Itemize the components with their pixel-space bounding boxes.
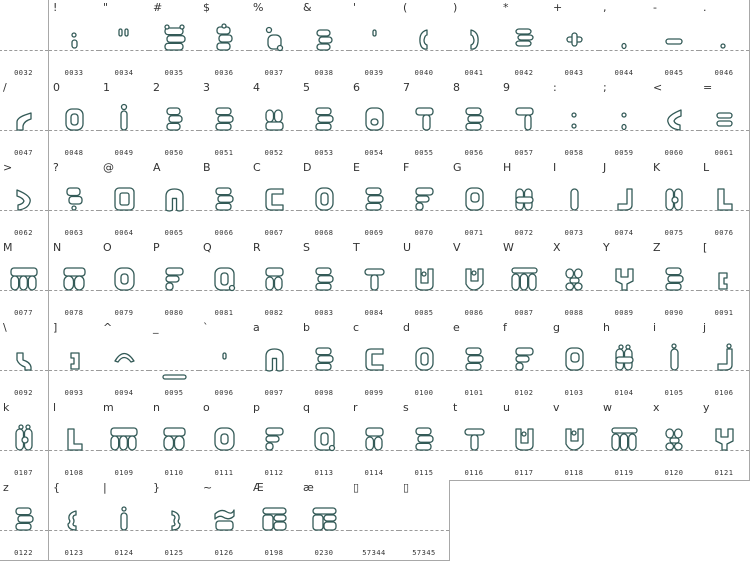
cell-code: 0055 bbox=[414, 149, 434, 157]
cell-code: 0086 bbox=[464, 309, 484, 317]
cell-character: r bbox=[353, 401, 358, 414]
glyph-cell[interactable] bbox=[349, 240, 400, 321]
cell-code: 0045 bbox=[664, 69, 684, 77]
glyph-cell[interactable] bbox=[149, 0, 200, 81]
cell-character: ▯ bbox=[353, 481, 360, 494]
glyph-cell[interactable] bbox=[299, 80, 350, 161]
glyph-cell[interactable] bbox=[699, 80, 750, 161]
glyph-cell[interactable] bbox=[449, 0, 500, 81]
cell-code: 0090 bbox=[664, 309, 684, 317]
cell-character: ) bbox=[453, 1, 458, 14]
glyph-cell[interactable] bbox=[49, 240, 100, 321]
cell-code: 0053 bbox=[314, 149, 334, 157]
cell-code: 0042 bbox=[514, 69, 534, 77]
cell-code: 0093 bbox=[64, 389, 84, 397]
cell-code: 0198 bbox=[264, 549, 284, 557]
glyph-cell[interactable] bbox=[649, 160, 700, 241]
cell-character: } bbox=[153, 481, 160, 494]
cell-character: ` bbox=[203, 321, 209, 334]
glyph-cell[interactable] bbox=[499, 320, 550, 401]
glyph-cell[interactable] bbox=[299, 480, 350, 561]
cell-character: 6 bbox=[353, 81, 360, 94]
cell-character: u bbox=[503, 401, 510, 414]
glyph-cell[interactable] bbox=[149, 480, 200, 561]
cell-code: 0040 bbox=[414, 69, 434, 77]
cell-code: 0120 bbox=[664, 469, 684, 477]
glyph-cell[interactable] bbox=[649, 80, 700, 161]
glyph-cell[interactable] bbox=[199, 400, 250, 481]
cell-code: 0124 bbox=[114, 549, 134, 557]
cell-code: 0105 bbox=[664, 389, 684, 397]
cell-character: p bbox=[253, 401, 260, 414]
glyph-cell[interactable] bbox=[49, 480, 100, 561]
cell-code: 0039 bbox=[364, 69, 384, 77]
cell-character: ] bbox=[53, 321, 58, 334]
glyph-cell[interactable] bbox=[0, 160, 49, 241]
glyph-cell[interactable] bbox=[249, 0, 300, 81]
glyph-cell[interactable] bbox=[0, 80, 49, 161]
cell-character: f bbox=[503, 321, 507, 334]
cell-character: q bbox=[303, 401, 310, 414]
cell-character: d bbox=[403, 321, 410, 334]
cell-code: 0066 bbox=[214, 229, 234, 237]
cell-code: 0059 bbox=[614, 149, 634, 157]
cell-character: ^ bbox=[103, 321, 113, 334]
cell-code: 0114 bbox=[364, 469, 384, 477]
cell-code: 0032 bbox=[14, 69, 33, 77]
cell-character: ; bbox=[603, 81, 607, 94]
cell-character: x bbox=[653, 401, 660, 414]
cell-code: 0051 bbox=[214, 149, 234, 157]
cell-character: M bbox=[3, 241, 13, 254]
glyph-cell[interactable] bbox=[499, 400, 550, 481]
glyph-cell[interactable] bbox=[249, 400, 300, 481]
glyph-cell[interactable] bbox=[99, 80, 150, 161]
cell-character: " bbox=[103, 1, 109, 14]
glyph-cell[interactable] bbox=[599, 240, 650, 321]
glyph-cell[interactable] bbox=[699, 0, 750, 81]
cell-character: 4 bbox=[253, 81, 260, 94]
cell-code: 0099 bbox=[364, 389, 384, 397]
cell-code: 0038 bbox=[314, 69, 334, 77]
glyph-cell[interactable] bbox=[149, 400, 200, 481]
cell-code: 0118 bbox=[564, 469, 584, 477]
glyph-cell[interactable] bbox=[549, 160, 600, 241]
glyph-cell[interactable] bbox=[699, 160, 750, 241]
cell-character: E bbox=[353, 161, 360, 174]
cell-code: 0035 bbox=[164, 69, 184, 77]
glyph-cell[interactable] bbox=[499, 240, 550, 321]
glyph-cell[interactable] bbox=[549, 400, 600, 481]
glyph-cell[interactable] bbox=[199, 480, 250, 561]
glyph-cell[interactable] bbox=[549, 80, 600, 161]
cell-character: { bbox=[53, 481, 60, 494]
glyph-cell[interactable] bbox=[349, 160, 400, 241]
cell-code: 0075 bbox=[664, 229, 684, 237]
glyph-cell[interactable] bbox=[349, 0, 400, 81]
cell-character: ▯ bbox=[403, 481, 410, 494]
cell-character: o bbox=[203, 401, 210, 414]
cell-code: 0078 bbox=[64, 309, 84, 317]
cell-code: 0068 bbox=[314, 229, 334, 237]
cell-character: % bbox=[253, 1, 264, 14]
cell-character: [ bbox=[703, 241, 708, 254]
cell-code: 0091 bbox=[714, 309, 734, 317]
cell-code: 0064 bbox=[114, 229, 134, 237]
glyph-cell[interactable] bbox=[349, 80, 400, 161]
glyph-cell[interactable] bbox=[549, 320, 600, 401]
cell-character: . bbox=[703, 1, 707, 14]
cell-code: 0230 bbox=[314, 549, 334, 557]
cell-code: 0125 bbox=[164, 549, 184, 557]
glyph-cell[interactable] bbox=[399, 80, 450, 161]
cell-code: 0047 bbox=[14, 149, 33, 157]
cell-character: ? bbox=[53, 161, 59, 174]
cell-character: c bbox=[353, 321, 360, 334]
cell-character: $ bbox=[203, 1, 210, 14]
glyph-cell[interactable] bbox=[399, 240, 450, 321]
glyph-cell[interactable] bbox=[549, 0, 600, 81]
cell-code: 0033 bbox=[64, 69, 84, 77]
cell-character: Z bbox=[653, 241, 661, 254]
cell-character: 8 bbox=[453, 81, 460, 94]
cell-character: t bbox=[453, 401, 458, 414]
glyph-cell[interactable] bbox=[499, 160, 550, 241]
cell-code: 0100 bbox=[414, 389, 434, 397]
cell-code: 0088 bbox=[564, 309, 584, 317]
cell-code: 0076 bbox=[714, 229, 734, 237]
glyph-cell[interactable] bbox=[449, 80, 500, 161]
cell-character: D bbox=[303, 161, 312, 174]
glyph-cell[interactable] bbox=[299, 400, 350, 481]
cell-character: Y bbox=[603, 241, 610, 254]
cell-character: 2 bbox=[153, 81, 160, 94]
cell-code: 0043 bbox=[564, 69, 584, 77]
cell-code: 0069 bbox=[364, 229, 384, 237]
cell-code: 0096 bbox=[214, 389, 234, 397]
cell-code: 0089 bbox=[614, 309, 634, 317]
cell-character: l bbox=[53, 401, 57, 414]
cell-character: U bbox=[403, 241, 412, 254]
glyph-cell[interactable] bbox=[449, 320, 500, 401]
cell-code: 0050 bbox=[164, 149, 184, 157]
cell-code: 0072 bbox=[514, 229, 534, 237]
cell-character: 9 bbox=[503, 81, 510, 94]
glyph-cell[interactable] bbox=[99, 480, 150, 561]
cell-code: 0121 bbox=[714, 469, 734, 477]
cell-character: C bbox=[253, 161, 261, 174]
cell-character: y bbox=[703, 401, 710, 414]
cell-character: Q bbox=[203, 241, 212, 254]
glyph-cell[interactable] bbox=[0, 240, 49, 321]
cell-character: R bbox=[253, 241, 261, 254]
cell-character: + bbox=[553, 1, 563, 14]
glyph-cell[interactable] bbox=[49, 0, 100, 81]
glyph-cell[interactable] bbox=[249, 320, 300, 401]
glyph-cell[interactable] bbox=[699, 320, 750, 401]
cell-code: 0092 bbox=[14, 389, 33, 397]
cell-code: 0060 bbox=[664, 149, 684, 157]
cell-code: 0122 bbox=[14, 549, 33, 557]
cell-character: 5 bbox=[303, 81, 310, 94]
glyph-cell[interactable] bbox=[449, 160, 500, 241]
cell-character: w bbox=[603, 401, 612, 414]
cell-code: 0048 bbox=[64, 149, 84, 157]
cell-character: | bbox=[103, 481, 107, 494]
glyph-cell[interactable] bbox=[99, 240, 150, 321]
cell-character: < bbox=[653, 81, 663, 94]
cell-character: h bbox=[603, 321, 610, 334]
glyph-cell[interactable] bbox=[249, 160, 300, 241]
cell-code: 0037 bbox=[264, 69, 284, 77]
glyph-cell[interactable] bbox=[699, 400, 750, 481]
cell-character: K bbox=[653, 161, 661, 174]
cell-code: 0049 bbox=[114, 149, 134, 157]
cell-character: J bbox=[603, 161, 607, 174]
cell-code: 0084 bbox=[364, 309, 384, 317]
cell-character: m bbox=[103, 401, 114, 414]
cell-code: 57344 bbox=[362, 549, 386, 557]
cell-code: 0052 bbox=[264, 149, 284, 157]
glyph-cell[interactable] bbox=[149, 80, 200, 161]
cell-code: 0058 bbox=[564, 149, 584, 157]
cell-character: V bbox=[453, 241, 461, 254]
cell-character: @ bbox=[103, 161, 114, 174]
glyph-cell[interactable] bbox=[199, 320, 250, 401]
cell-character: # bbox=[153, 1, 163, 14]
glyph-cell[interactable] bbox=[0, 0, 49, 81]
glyph-cell[interactable] bbox=[0, 400, 49, 481]
cell-code: 0113 bbox=[314, 469, 334, 477]
cell-code: 0098 bbox=[314, 389, 334, 397]
cell-code: 0054 bbox=[364, 149, 384, 157]
cell-code: 0073 bbox=[564, 229, 584, 237]
cell-code: 0082 bbox=[264, 309, 284, 317]
cell-character: ! bbox=[53, 1, 58, 14]
glyph-cell[interactable] bbox=[599, 320, 650, 401]
cell-code: 0079 bbox=[114, 309, 134, 317]
glyph-cell[interactable] bbox=[649, 320, 700, 401]
glyph-cell[interactable] bbox=[599, 80, 650, 161]
cell-character: v bbox=[553, 401, 560, 414]
cell-code: 0070 bbox=[414, 229, 434, 237]
cell-code: 0044 bbox=[614, 69, 634, 77]
glyph-cell[interactable] bbox=[149, 240, 200, 321]
cell-code: 0095 bbox=[164, 389, 184, 397]
cell-character: W bbox=[503, 241, 514, 254]
glyph-cell[interactable] bbox=[49, 400, 100, 481]
cell-character: 1 bbox=[103, 81, 110, 94]
cell-character: i bbox=[653, 321, 657, 334]
glyph-cell[interactable] bbox=[499, 0, 550, 81]
cell-code: 0074 bbox=[614, 229, 634, 237]
cell-character: P bbox=[153, 241, 160, 254]
cell-character: g bbox=[553, 321, 560, 334]
cell-character: L bbox=[703, 161, 710, 174]
glyph-cell[interactable] bbox=[699, 240, 750, 321]
glyph-cell[interactable] bbox=[499, 80, 550, 161]
cell-code: 0115 bbox=[414, 469, 434, 477]
glyph-cell[interactable] bbox=[0, 480, 49, 561]
cell-code: 0109 bbox=[114, 469, 134, 477]
glyph-cell[interactable] bbox=[299, 0, 350, 81]
cell-character: _ bbox=[153, 321, 159, 334]
cell-code: 0097 bbox=[264, 389, 284, 397]
glyph-cell[interactable] bbox=[249, 240, 300, 321]
glyph-cell[interactable] bbox=[649, 0, 700, 81]
cell-character: , bbox=[603, 1, 607, 14]
cell-character: I bbox=[553, 161, 557, 174]
cell-code: 0126 bbox=[214, 549, 234, 557]
cell-character: X bbox=[553, 241, 561, 254]
cell-code: 0111 bbox=[214, 469, 234, 477]
glyph-cell[interactable] bbox=[299, 160, 350, 241]
glyph-cell[interactable] bbox=[99, 160, 150, 241]
cell-code: 0104 bbox=[614, 389, 634, 397]
cell-character: F bbox=[403, 161, 410, 174]
cell-code: 0046 bbox=[714, 69, 734, 77]
cell-code: 0094 bbox=[114, 389, 134, 397]
cell-character: S bbox=[303, 241, 310, 254]
glyph-cell[interactable] bbox=[649, 240, 700, 321]
glyph-cell[interactable] bbox=[649, 400, 700, 481]
glyph-cell[interactable] bbox=[549, 240, 600, 321]
cell-character: H bbox=[503, 161, 512, 174]
cell-code: 0056 bbox=[464, 149, 484, 157]
glyph-cell[interactable] bbox=[449, 400, 500, 481]
glyph-cell[interactable] bbox=[449, 240, 500, 321]
cell-character: 3 bbox=[203, 81, 210, 94]
cell-character: \ bbox=[3, 321, 7, 334]
cell-character: ~ bbox=[203, 481, 213, 494]
cell-character: - bbox=[653, 1, 657, 14]
cell-character: ' bbox=[353, 1, 357, 14]
glyph-cell[interactable] bbox=[349, 320, 400, 401]
cell-code: 0057 bbox=[514, 149, 534, 157]
glyph-cell[interactable] bbox=[599, 160, 650, 241]
glyph-cell[interactable] bbox=[0, 320, 49, 401]
cell-code: 0062 bbox=[14, 229, 33, 237]
cell-character: a bbox=[253, 321, 260, 334]
cell-character: B bbox=[203, 161, 211, 174]
cell-character: 7 bbox=[403, 81, 410, 94]
cell-code: 0116 bbox=[464, 469, 484, 477]
cell-code: 0080 bbox=[164, 309, 184, 317]
cell-code: 0034 bbox=[114, 69, 134, 77]
cell-code: 0087 bbox=[514, 309, 534, 317]
cell-code: 0123 bbox=[64, 549, 84, 557]
cell-code: 0081 bbox=[214, 309, 234, 317]
cell-code: 0101 bbox=[464, 389, 484, 397]
glyph-cell[interactable] bbox=[399, 400, 450, 481]
cell-character: b bbox=[303, 321, 310, 334]
cell-character: 0 bbox=[53, 81, 60, 94]
glyph-cell[interactable] bbox=[599, 0, 650, 81]
cell-character: G bbox=[453, 161, 462, 174]
cell-code: 0085 bbox=[414, 309, 434, 317]
cell-code: 0036 bbox=[214, 69, 234, 77]
glyph-cell[interactable] bbox=[599, 400, 650, 481]
glyph-cell[interactable] bbox=[249, 80, 300, 161]
glyph-cell[interactable] bbox=[399, 320, 450, 401]
glyph-cell[interactable] bbox=[99, 0, 150, 81]
cell-code: 0061 bbox=[714, 149, 734, 157]
glyph-cell[interactable] bbox=[399, 480, 450, 561]
cell-code: 0083 bbox=[314, 309, 334, 317]
glyph-cell[interactable] bbox=[99, 400, 150, 481]
glyph-cell[interactable] bbox=[199, 0, 250, 81]
cell-code: 0107 bbox=[14, 469, 33, 477]
glyph-cell[interactable] bbox=[349, 480, 400, 561]
glyph-cell[interactable] bbox=[199, 240, 250, 321]
cell-character: æ bbox=[303, 481, 314, 494]
glyph-cell[interactable] bbox=[99, 320, 150, 401]
cell-character: N bbox=[53, 241, 62, 254]
cell-character: s bbox=[403, 401, 409, 414]
glyph-cell[interactable] bbox=[199, 160, 250, 241]
cell-character: & bbox=[303, 1, 312, 14]
cell-character: k bbox=[3, 401, 10, 414]
glyph-cell[interactable] bbox=[199, 80, 250, 161]
cell-character: Æ bbox=[253, 481, 264, 494]
cell-code: 0119 bbox=[614, 469, 634, 477]
glyph-cell[interactable] bbox=[399, 160, 450, 241]
glyph-cell[interactable] bbox=[399, 0, 450, 81]
cell-code: 0110 bbox=[164, 469, 184, 477]
cell-character: > bbox=[3, 161, 13, 174]
cell-character: z bbox=[3, 481, 9, 494]
cell-code: 0071 bbox=[464, 229, 484, 237]
glyph-cell[interactable] bbox=[49, 160, 100, 241]
cell-character: e bbox=[453, 321, 460, 334]
glyph-cell[interactable] bbox=[249, 480, 300, 561]
cell-code: 0108 bbox=[64, 469, 84, 477]
glyph-cell[interactable] bbox=[149, 160, 200, 241]
glyph-cell[interactable] bbox=[299, 240, 350, 321]
cell-character: O bbox=[103, 241, 112, 254]
glyph-cell[interactable] bbox=[149, 320, 200, 401]
cell-character: * bbox=[503, 1, 509, 14]
cell-code: 0117 bbox=[514, 469, 534, 477]
cell-character: / bbox=[3, 81, 7, 94]
cell-code: 0103 bbox=[564, 389, 584, 397]
cell-character: j bbox=[703, 321, 707, 334]
glyph-cell[interactable] bbox=[49, 320, 100, 401]
cell-character: = bbox=[703, 81, 713, 94]
glyph-cell[interactable] bbox=[49, 80, 100, 161]
cell-code: 0077 bbox=[14, 309, 33, 317]
cell-character: : bbox=[553, 81, 557, 94]
cell-character: T bbox=[353, 241, 360, 254]
cell-code: 57345 bbox=[412, 549, 436, 557]
cell-character: ( bbox=[403, 1, 408, 14]
cell-code: 0106 bbox=[714, 389, 734, 397]
cell-code: 0067 bbox=[264, 229, 284, 237]
cell-code: 0112 bbox=[264, 469, 284, 477]
cell-character: n bbox=[153, 401, 160, 414]
cell-code: 0063 bbox=[64, 229, 84, 237]
glyph-cell[interactable] bbox=[349, 400, 400, 481]
cell-code: 0102 bbox=[514, 389, 534, 397]
cell-code: 0065 bbox=[164, 229, 184, 237]
cell-character: A bbox=[153, 161, 161, 174]
cell-code: 0041 bbox=[464, 69, 484, 77]
glyph-cell[interactable] bbox=[299, 320, 350, 401]
